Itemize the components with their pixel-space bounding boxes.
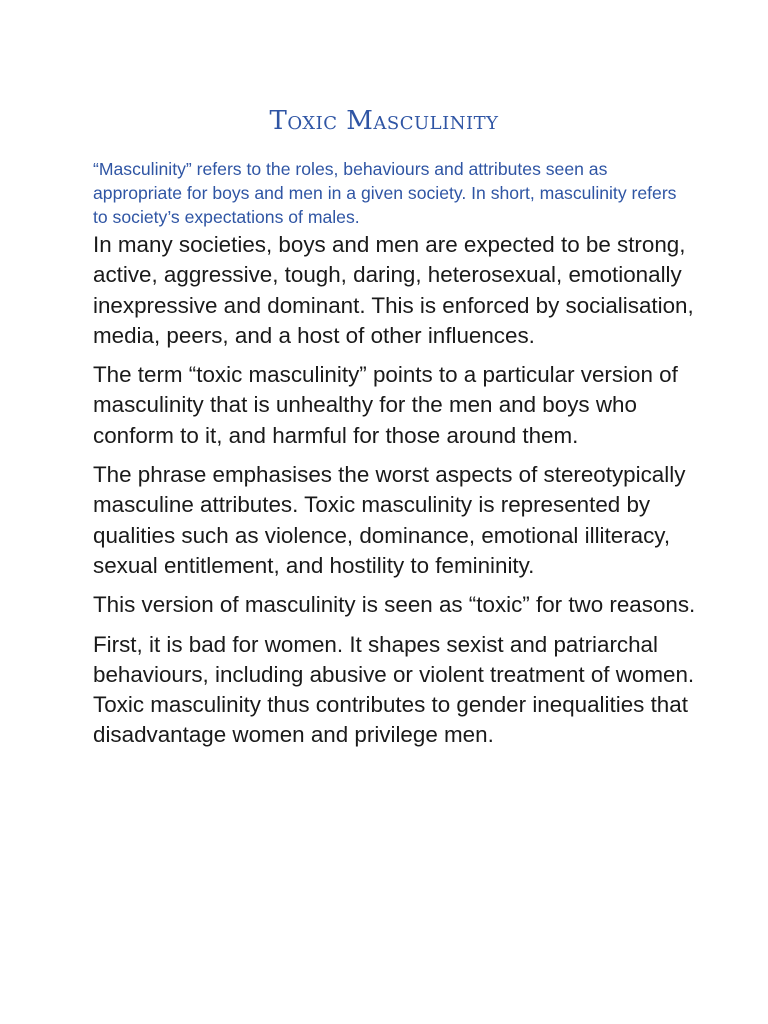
intro-paragraph: “Masculinity” refers to the roles, behaviours and attributes seen as appropriate for boys and men in a given society. In short, masculinity refers to society’s expectations of males.: [93, 159, 677, 227]
body-text: [93, 230, 713, 760]
paragraph-2: The term “toxic masculinity” points to a particular version of masculinity that is unhealthy for the men and boys who conform to it, and harmful for those around them.: [93, 362, 678, 448]
paragraph-4: This version of masculinity is seen as “toxic” for two reasons.: [93, 592, 696, 618]
page-title: Toxic Masculinity: [269, 106, 499, 136]
paragraph-1: In many societies, boys and men are expected to be strong, active, aggressive, tough, daring, heterosexual, emotionally inexpressive and dominant. This is enforced by socialisation, media, peers, and a host of other influences.: [93, 232, 694, 348]
paragraph-3: The phrase emphasises the worst aspects of stereotypically masculine attributes. Toxic masculinity is represented by qualities such as violence, dominance, emotional illiteracy, sexual entitlement, and hostility to femininity.: [93, 462, 686, 578]
paragraph-5: First, it is bad for women. It shapes sexist and patriarchal behaviours, including abusive or violent treatment of women. Toxic masculinity thus contributes to gender inequalities that disadvantage women and privilege men.: [93, 631, 695, 748]
